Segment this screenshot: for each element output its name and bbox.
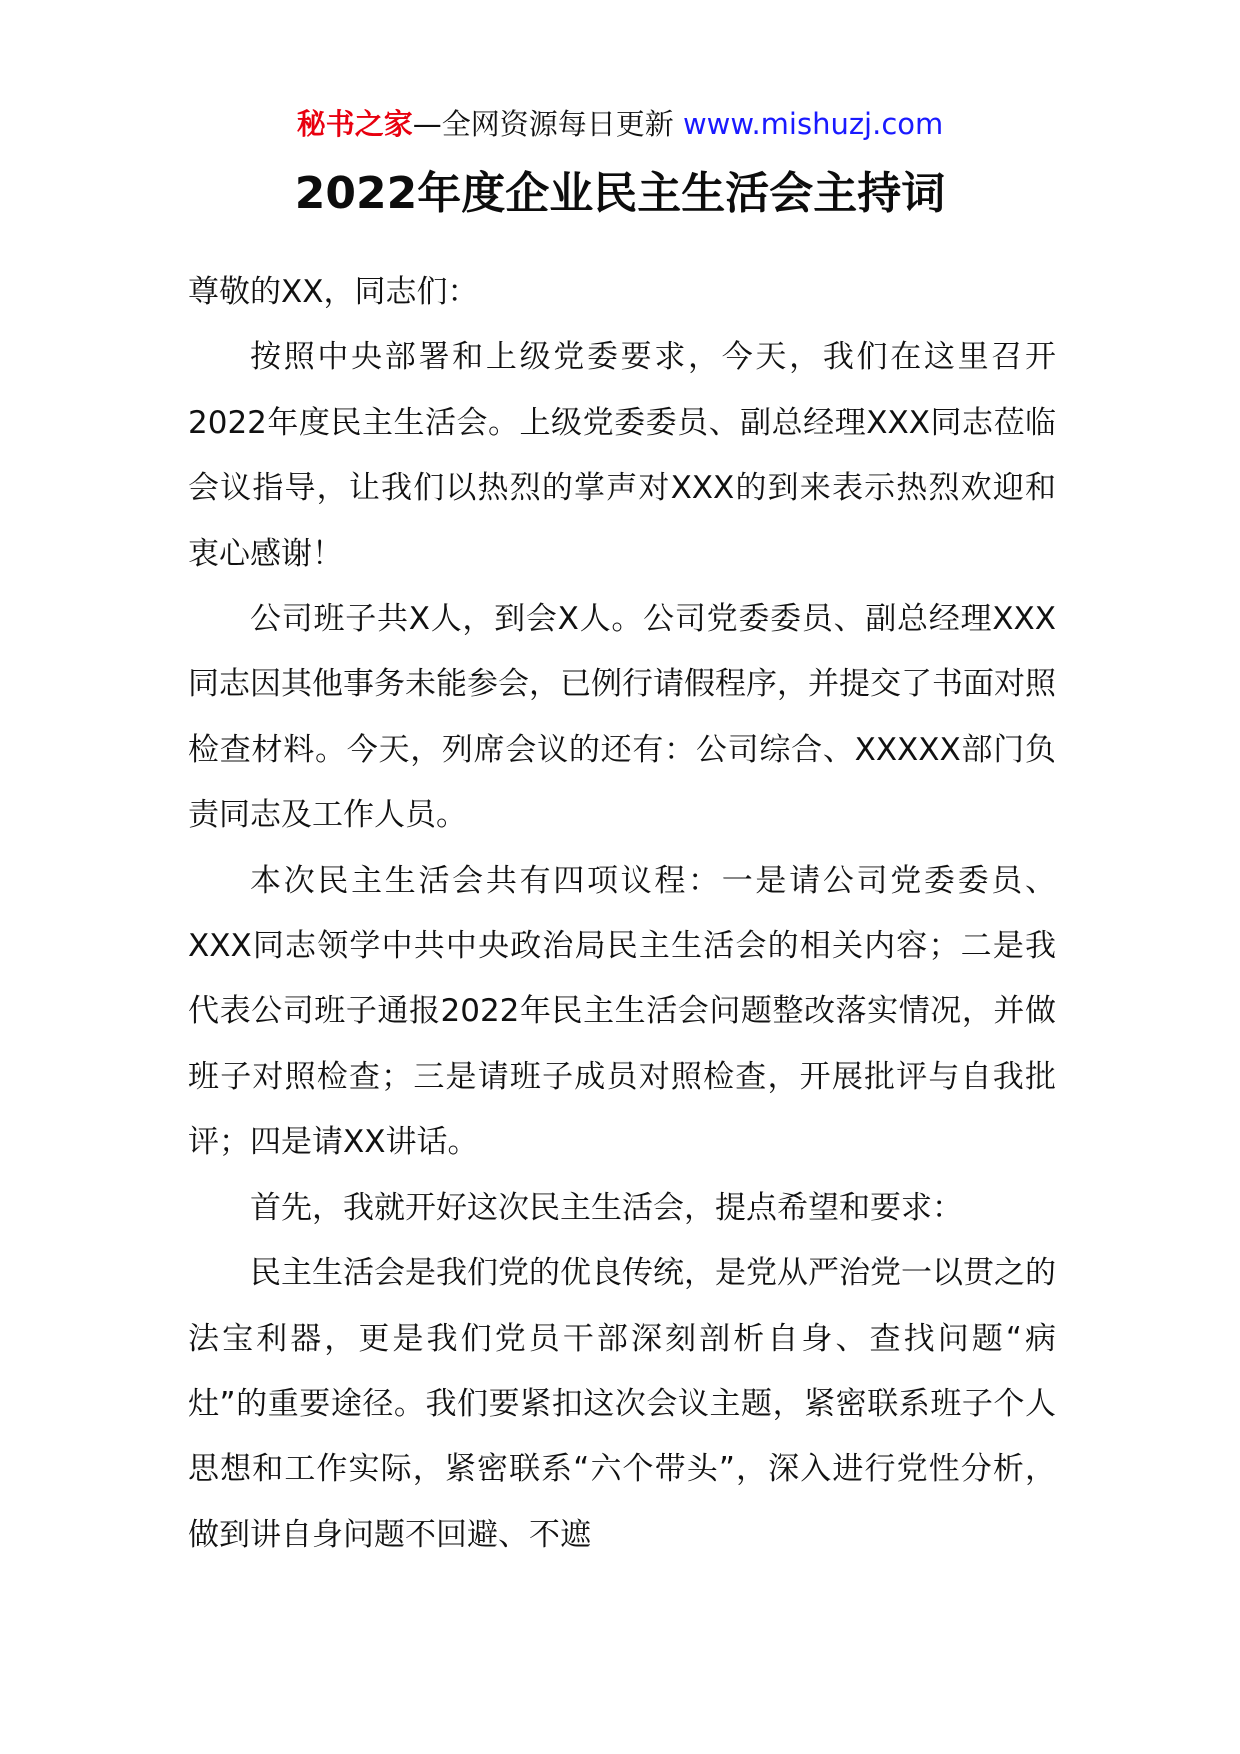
body-paragraph: 民主生活会是我们党的优良传统，是党从严治党一以贯之的法宝利器，更是我们党员干部深刻剖析自身、查找问题“病灶”的重要途径。我们要紧扣这次会议主题，紧密联系班子个人思想和工作实际，紧密联系“六个带头”，深入进行党性分析，做到讲自身问题不回避、不遮 bbox=[188, 1255, 1056, 1553]
body-paragraph: 本次民主生活会共有四项议程：一是请公司党委委员、XXX同志领学中共中央政治局民主生活会的相关内容；二是我代表公司班子通报2022年民主生活会问题整改落实情况，并做班子对照检查；三是请班子成员对照检查，开展批评与自我批评；四是请XX讲话。 bbox=[188, 862, 1056, 1161]
document-body bbox=[188, 260, 1056, 1568]
body-paragraph: 按照中央部署和上级党委要求，今天，我们在这里召开2022年度民主生活会。上级党委委员、副总经理XXX同志莅临会议指导，让我们以热烈的掌声对XXX的到来表示热烈欢迎和衷心感谢！ bbox=[188, 339, 1056, 572]
header-tagline: —全网资源每日更新 bbox=[412, 107, 674, 141]
document-title: 2022年度企业民主生活会主持词 bbox=[294, 168, 946, 219]
body-paragraph: 公司班子共X人，到会X人。公司党委委员、副总经理XXX同志因其他事务未能参会，已例行请假程序，并提交了书面对照检查材料。今天，列席会议的还有：公司综合、XXXXX部门负责同志及工作人员。 bbox=[188, 601, 1056, 834]
greeting-line: 尊敬的XX，同志们： bbox=[188, 274, 479, 310]
brand-name: 秘书之家 bbox=[296, 107, 413, 141]
body-paragraph: 首先，我就开好这次民主生活会，提点希望和要求： bbox=[250, 1189, 963, 1226]
site-url[interactable]: www.mishuzj.com bbox=[682, 107, 944, 141]
site-header bbox=[0, 100, 1240, 148]
